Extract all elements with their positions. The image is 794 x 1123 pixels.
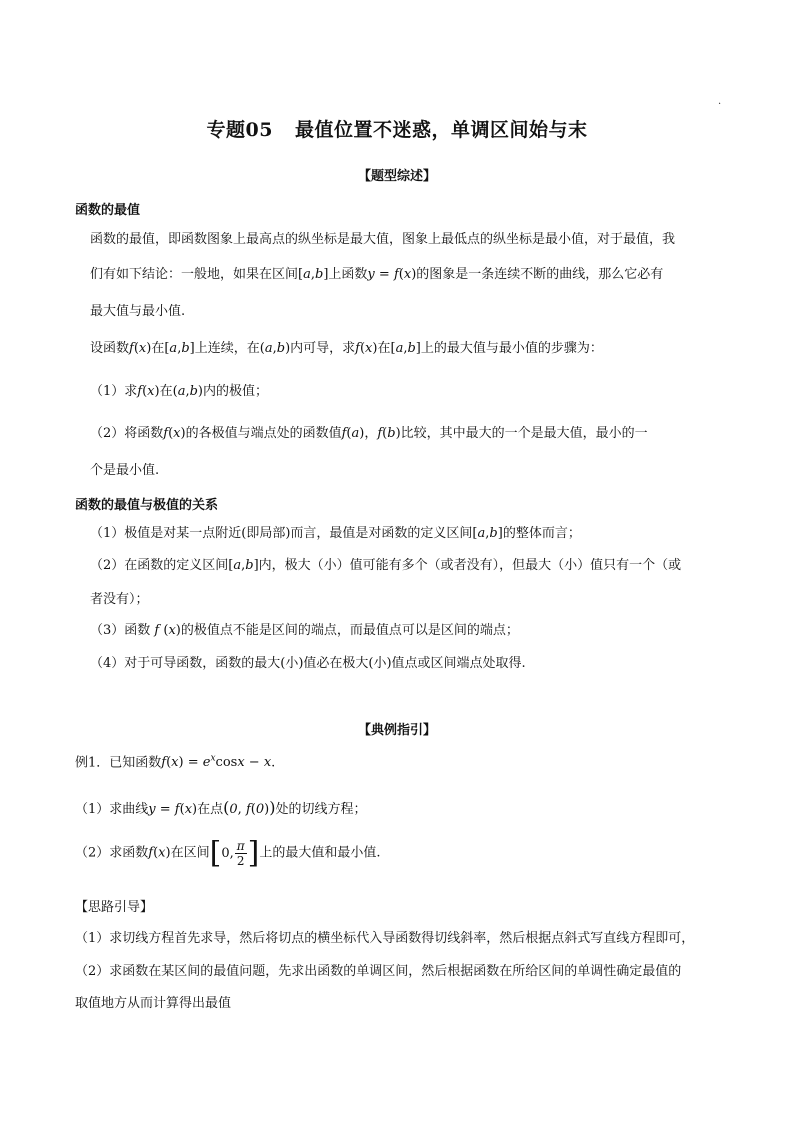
step-line: （1）求f(x)在(a,b)内的极值；	[90, 384, 269, 399]
example-line: （1）求曲线y = f(x)在点(0, f(0))处的切线方程；	[75, 798, 367, 817]
paragraph-line: 函数的最值，即函数图象上最高点的纵坐标是最大值，图象上最低点的纵坐标是最小值，对于最值，我	[90, 232, 676, 247]
title-prefix: 专题05	[206, 119, 273, 141]
example-line: 例1．已知函数$f(x) = e^x\cos x - x$.	[75, 754, 276, 771]
corner-mark: .	[718, 96, 722, 107]
hint-heading: 【思路引导】	[75, 900, 154, 915]
relation-line: （4）对于可导函数，函数的最大(小)值必在极大(小)值点或区间端点处取得.	[90, 656, 526, 671]
title-text: 最值位置不迷惑，单调区间始与末	[294, 119, 588, 141]
step-line: 个是最小值.	[90, 463, 160, 478]
relation-line: （1）极值是对某一点附近(即局部)而言，最值是对函数的定义区间[a,b]的整体而言；	[90, 526, 581, 541]
hint-line: （1）求切线方程首先求导，然后将切点的横坐标代入导函数得切线斜率，然后根据点斜式写直线方程即可，	[75, 931, 695, 946]
example-line: （2）求函数f(x)在区间[0, $\frac{\pi}{2}$ ]上的最大值和最小值.	[75, 835, 381, 870]
step-line: （2）将函数f(x)的各极值与端点处的函数值f(a)，f(b)比较，其中最大的一个是最大值，最小的一	[90, 426, 648, 441]
hint-line: （2）求函数在某区间的最值问题，先求出函数的单调区间，然后根据函数在所给区间的单调性确定最值的	[75, 964, 682, 979]
examples-heading: 【典例指引】	[357, 723, 436, 738]
overview-heading: 【题型综述】	[357, 169, 436, 184]
subheading-extrema: 函数的最值	[75, 203, 141, 218]
relation-line: （2）在函数的定义区间[a,b]内，极大（小）值可能有多个（或者没有），但最大（小）值只有一个（或	[90, 558, 682, 573]
page-title	[0, 115, 794, 142]
paragraph-line: 最大值与最小值.	[90, 304, 186, 319]
relation-line: （3）函数 f (x)的极值点不能是区间的端点，而最值点可以是区间的端点；	[90, 623, 519, 638]
subheading-relation: 函数的最值与极值的关系	[75, 498, 219, 513]
paragraph-line: 设函数f(x)在[a,b]上连续，在(a,b)内可导，求f(x)在[a,b]上的最大值与最小值的步骤为：	[90, 341, 603, 356]
relation-line: 者没有）；	[90, 592, 149, 607]
paragraph-line: 们有如下结论：一般地，如果在区间[a,b]上函数y = f(x)的图象是一条连续不断的曲线，那么它必有	[90, 267, 664, 282]
hint-line: 取值地方从而计算得出最值	[75, 996, 232, 1011]
